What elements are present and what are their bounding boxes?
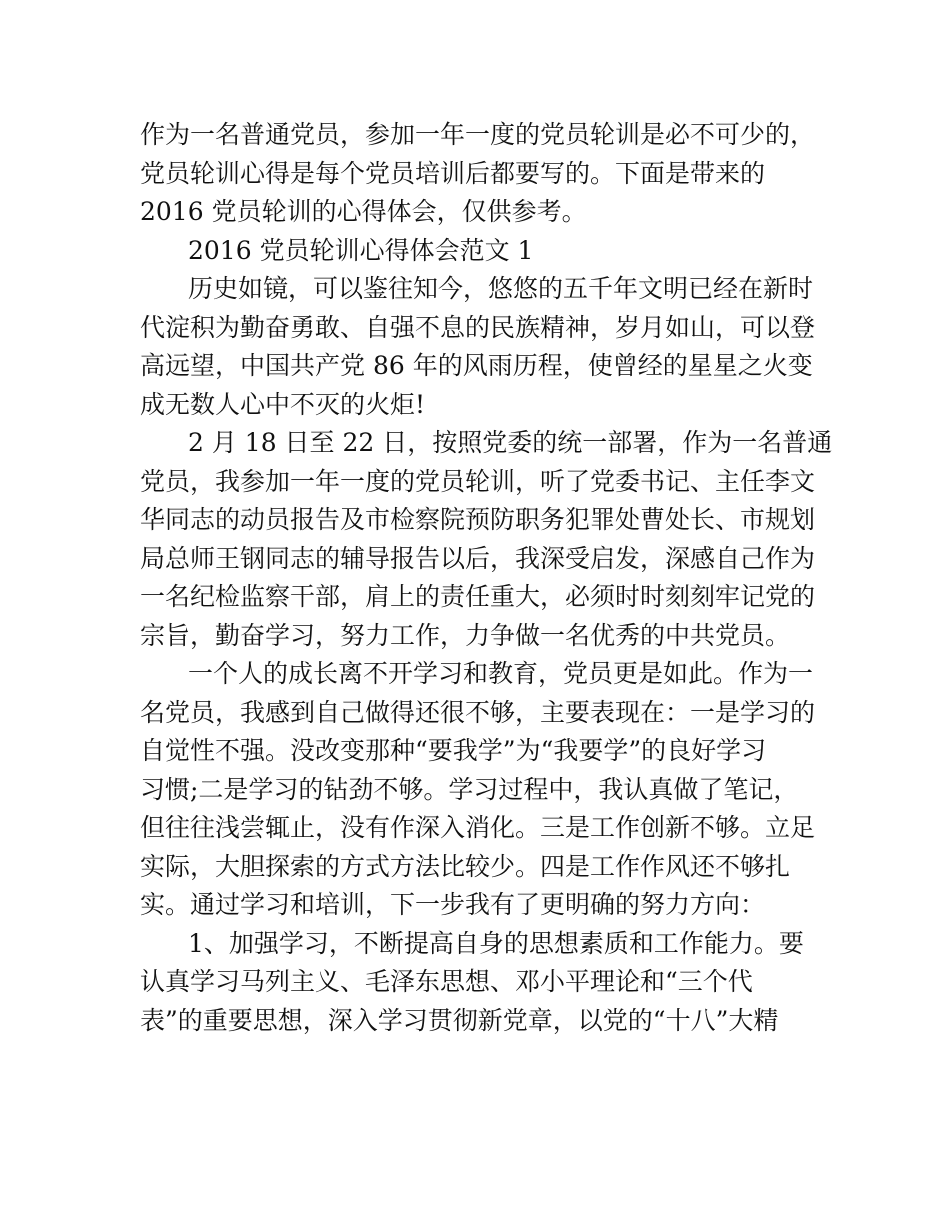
text-line: 2 月 18 日至 22 日，按照党委的统一部署，作为一名普通 xyxy=(188,428,833,457)
text-line: 1、加强学习，不断提高自身的思想素质和工作能力。要 xyxy=(188,928,804,958)
paragraph xyxy=(140,232,815,271)
text-line: 高远望，中国共产党 86 年的风雨历程，使曾经的星星之火变 xyxy=(140,351,813,380)
text-line: 局总师王钢同志的辅导报告以后，我深受启发，深感自己作为 xyxy=(140,543,816,573)
text-line: 实。通过学习和培训，下一步我有了更明确的努力方向： xyxy=(140,890,766,919)
text-line: 华同志的动员报告及市检察院预防职务犯罪处曹处长、市规划 xyxy=(140,505,816,534)
text-line: 习惯;二是学习的钻劲不够。学习过程中，我认真做了笔记， xyxy=(140,774,799,804)
text-line: 宗旨，勤奋学习，努力工作，力争做一名优秀的中共党员。 xyxy=(140,620,791,650)
text-line: 历史如镜，可以鉴往知今，悠悠的五千年文明已经在新时 xyxy=(188,274,814,303)
text-line: 一名纪检监察干部，肩上的责任重大，必须时时刻刻牢记党的 xyxy=(140,582,816,611)
document-page xyxy=(140,116,833,1040)
paragraph xyxy=(140,270,815,424)
paragraph xyxy=(140,116,815,232)
text-line: 2016 党员轮训心得体会范文 1 xyxy=(188,235,534,265)
text-line: 成无数人心中不灭的火炬! xyxy=(140,389,426,419)
text-line: 党员，我参加一年一度的党员轮训，听了党委书记、主任李文 xyxy=(140,466,816,496)
text-line: 一个人的成长离不开学习和教育，党员更是如此。作为一 xyxy=(188,659,814,688)
paragraph xyxy=(140,424,833,655)
text-line: 名党员，我感到自己做得还很不够，主要表现在：一是学习的 xyxy=(140,697,816,727)
paragraph xyxy=(140,925,815,1041)
text-line: 表”的重要思想，深入学习贯彻新党章，以党的“十八”大精 xyxy=(140,1005,779,1035)
text-line: 作为一名普通党员，参加一年一度的党员轮训是必不可少的， xyxy=(140,120,816,149)
text-line: 认真学习马列主义、毛泽东思想、邓小平理论和“三个代 xyxy=(140,967,753,996)
text-line: 党员轮训心得是每个党员培训后都要写的。下面是带来的 xyxy=(140,158,766,188)
text-line: 代淀积为勤奋勇敢、自强不息的民族精神，岁月如山，可以登 xyxy=(140,312,816,342)
paragraph xyxy=(140,655,815,925)
text-line: 自觉性不强。没改变那种“要我学”为“我要学”的良好学习 xyxy=(140,736,767,765)
text-line: 2016 党员轮训的心得体会，仅供参考。 xyxy=(140,197,587,226)
text-line: 实际，大胆探索的方式方法比较少。四是工作作风还不够扎 xyxy=(140,851,791,881)
text-line: 但往往浅尝辄止，没有作深入消化。三是工作创新不够。立足 xyxy=(140,813,816,842)
